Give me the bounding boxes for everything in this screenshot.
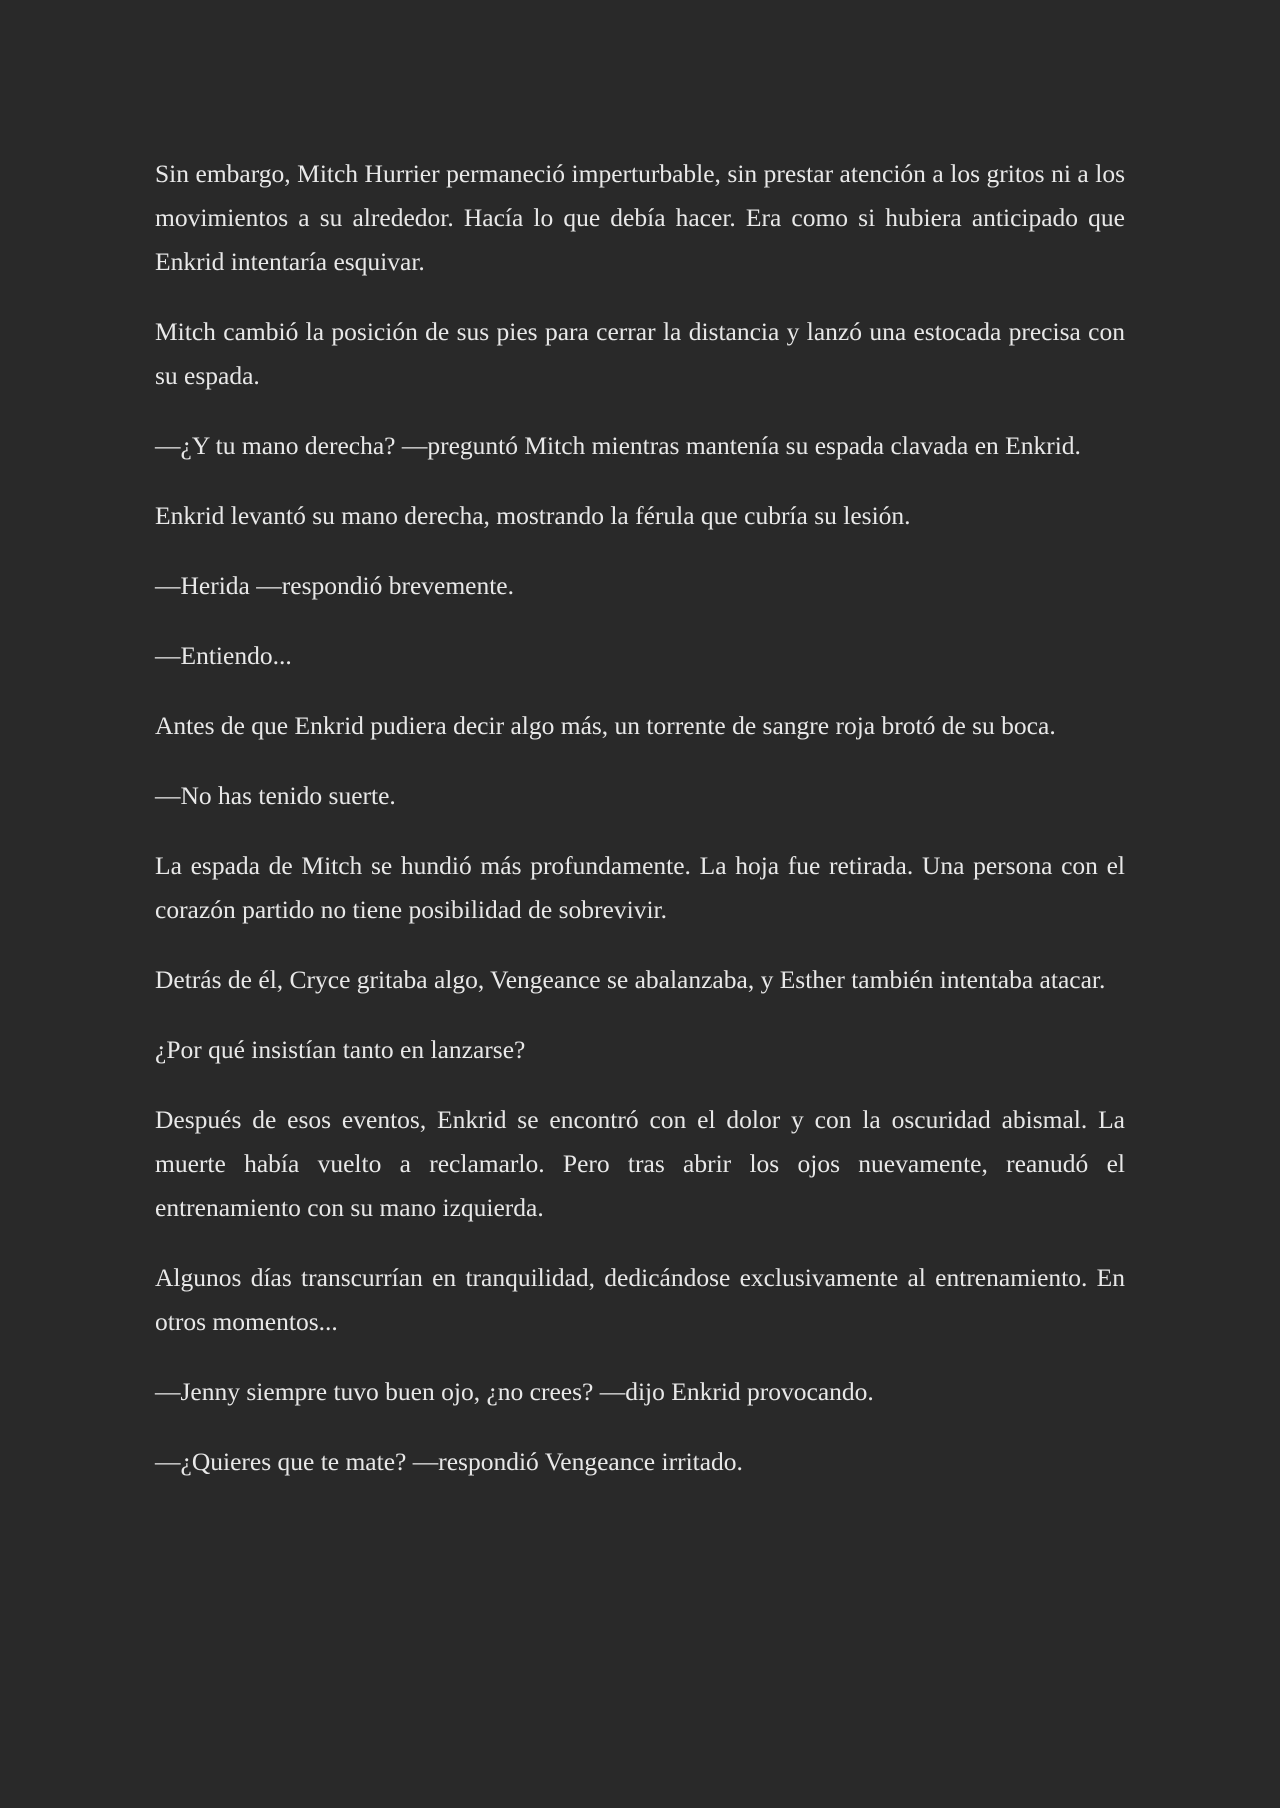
- paragraph: La espada de Mitch se hundió más profundamente. La hoja fue retirada. Una persona con el corazón partido no tiene posibilidad de sobrevivir.: [155, 851, 1125, 924]
- paragraph: Detrás de él, Cryce gritaba algo, Vengeance se abalanzaba, y Esther también intentaba atacar.: [155, 965, 1106, 994]
- paragraph: ¿Por qué insistían tanto en lanzarse?: [155, 1035, 526, 1064]
- paragraph: Enkrid levantó su mano derecha, mostrando la férula que cubría su lesión.: [155, 501, 911, 530]
- paragraph: —Entiendo...: [155, 641, 292, 670]
- paragraph: Antes de que Enkrid pudiera decir algo más, un torrente de sangre roja brotó de su boca.: [155, 711, 1056, 740]
- paragraph: Mitch cambió la posición de sus pies para cerrar la distancia y lanzó una estocada precisa con su espada.: [155, 317, 1125, 390]
- paragraph: —Jenny siempre tuvo buen ojo, ¿no crees? —dijo Enkrid provocando.: [155, 1377, 874, 1406]
- paragraph: Después de esos eventos, Enkrid se encontró con el dolor y con la oscuridad abismal. La muerte había vuelto a reclamarlo. Pero tras abrir los ojos nuevamente, reanudó el entrenamiento con su mano izquierda.: [155, 1105, 1125, 1222]
- paragraph: Algunos días transcurrían en tranquilidad, dedicándose exclusivamente al entrenamiento. En otros momentos...: [155, 1263, 1125, 1336]
- paragraph: —Herida —respondió brevemente.: [155, 571, 515, 600]
- paragraph: —No has tenido suerte.: [155, 781, 396, 810]
- paragraph: —¿Y tu mano derecha? —preguntó Mitch mientras mantenía su espada clavada en Enkrid.: [155, 431, 1081, 460]
- paragraph: —¿Quieres que te mate? —respondió Vengeance irritado.: [155, 1447, 743, 1476]
- paragraph: Sin embargo, Mitch Hurrier permaneció imperturbable, sin prestar atención a los gritos ni a los movimientos a su alrededor. Hacía lo que debía hacer. Era como si hubiera anticipado que Enkrid intentaría esquivar.: [155, 159, 1125, 276]
